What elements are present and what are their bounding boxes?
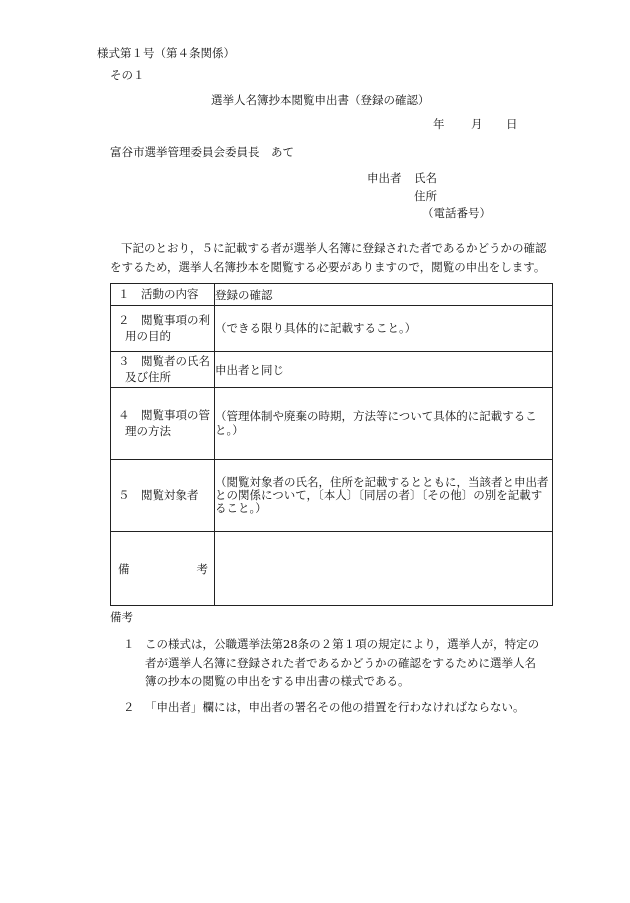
note-item-1: [123, 635, 543, 691]
form-part: その１: [110, 68, 145, 82]
table-row-viewer: [111, 352, 553, 388]
applicant-phone-label: （電話番号）: [422, 206, 491, 220]
note-text: 「申出者」欄には，申出者の署名その他の措置を行わなければならない。: [145, 700, 525, 714]
viewer-label-line1: ３ 閲覧者の氏名: [118, 353, 210, 368]
table-row-management: [111, 388, 553, 460]
application-table: [110, 283, 553, 606]
management-value: （管理体制や廃棄の時期，方法等について具体的に記載すること。）: [215, 388, 553, 460]
remarks-label-right: 考: [196, 561, 208, 576]
applicant-name-label: 氏名: [414, 171, 437, 185]
activity-label: １ 活動の内容: [118, 286, 199, 301]
intro-text: 下記のとおり，５に記載する者が選挙人名簿に登録された者であるかどうかの確認をするため，選挙人名簿抄本を閲覧する必要がありますので，閲覧の申出をします。: [110, 241, 547, 274]
notes-heading: 備考: [110, 610, 133, 624]
purpose-value: （できる限り具体的に記載すること。）: [215, 306, 553, 352]
activity-label-cell: [111, 284, 215, 306]
activity-value: 登録の確認: [215, 284, 553, 306]
note-number: ２: [123, 700, 135, 714]
remarks-label-cell: [111, 532, 215, 606]
page-title: 選挙人名簿抄本閲覧申出書（登録の確認）: [211, 93, 430, 107]
target-label: ５ 閲覧対象者: [118, 487, 199, 502]
purpose-label-line1: ２ 閲覧事項の利: [118, 312, 210, 327]
table-row-target: [111, 460, 553, 532]
remarks-label: [111, 561, 214, 577]
table-row-activity: [111, 284, 553, 306]
applicant-address-label: 住所: [414, 189, 437, 203]
applicant-label: 申出者: [367, 171, 402, 185]
management-label-line1: ４ 閲覧事項の管: [118, 407, 210, 422]
addressee: 富谷市選挙管理委員会委員長 あて: [110, 145, 294, 159]
date-day: 日: [506, 117, 518, 131]
purpose-label-line2: 用の目的: [125, 328, 171, 343]
viewer-label-cell: [111, 352, 215, 388]
remarks-value: [215, 532, 553, 606]
note-item-2: [123, 698, 543, 717]
management-label-cell: [111, 388, 215, 460]
note-number: １: [123, 637, 135, 651]
management-label-line2: 理の方法: [125, 423, 171, 438]
remarks-label-left: 備: [118, 561, 130, 576]
viewer-label-line2: 及び住所: [125, 369, 171, 384]
table-row-remarks: [111, 532, 553, 606]
note-text: この様式は，公職選挙法第28条の２第１項の規定により，選挙人が，特定の者が選挙人名簿に登録された者であるかどうかの確認をするために選挙人名簿の抄本の閲覧の申出をする申出書の様式である。: [145, 637, 540, 689]
target-value: （閲覧対象者の氏名，住所を記載するとともに，当該者と申出者との関係について，〔本人〕〔同居の者〕〔その他〕の別を記載すること。）: [215, 460, 553, 532]
date-year: 年: [433, 117, 445, 131]
form-number: 様式第１号（第４条関係）: [97, 46, 235, 60]
table-row-purpose: [111, 306, 553, 352]
target-label-cell: [111, 460, 215, 532]
purpose-label-cell: [111, 306, 215, 352]
viewer-value: 申出者と同じ: [215, 352, 553, 388]
date-month: 月: [471, 117, 483, 131]
